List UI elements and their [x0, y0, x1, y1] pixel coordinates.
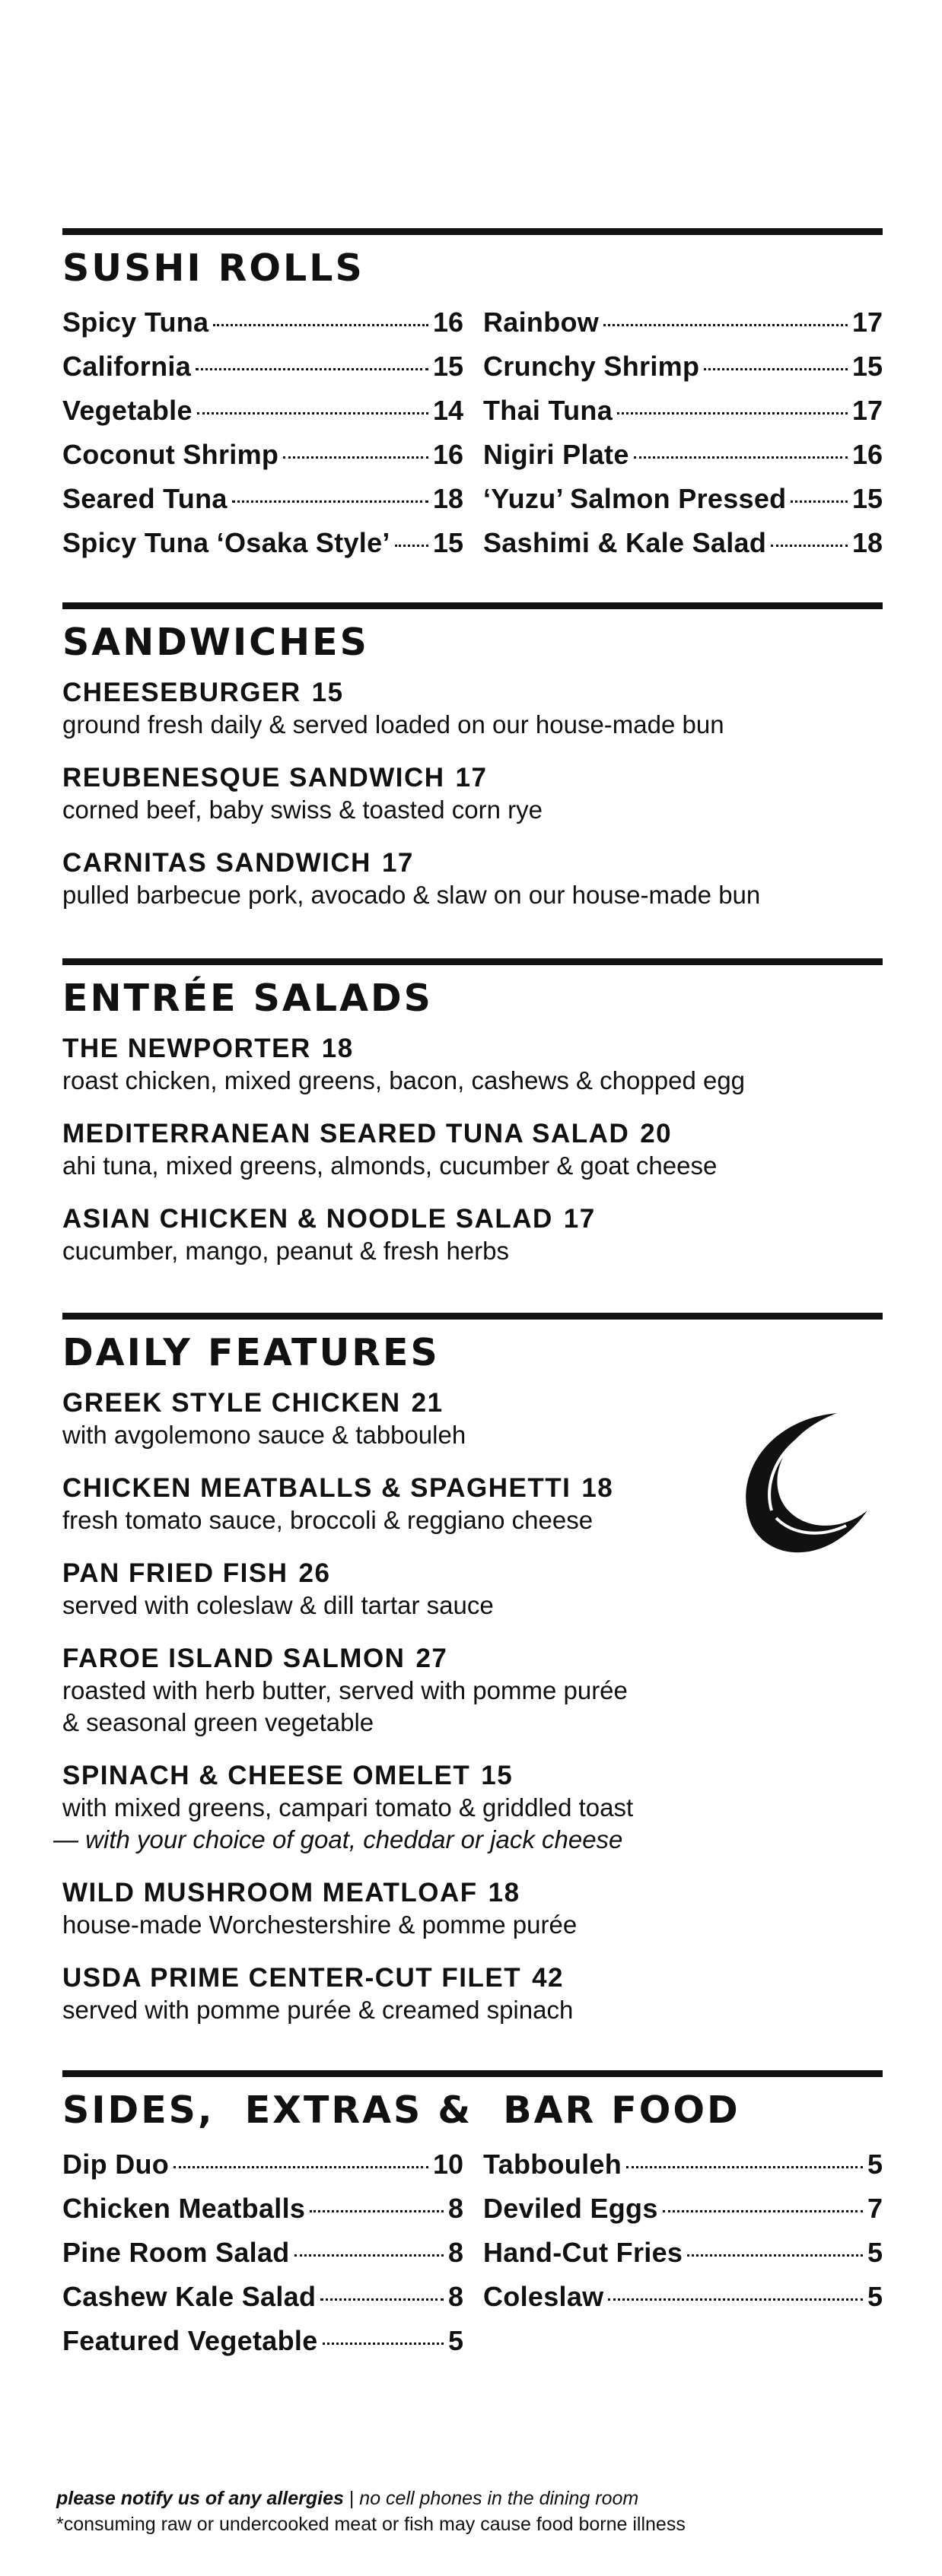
dot-leader: [687, 2254, 863, 2257]
menu-row: [483, 2237, 883, 2281]
item-description: roast chicken, mixed greens, bacon, cashews & chopped egg: [62, 1066, 746, 1094]
sushi-grid: [62, 307, 883, 573]
item-price: 5: [447, 2325, 463, 2356]
section-title: SANDWICHES: [62, 621, 369, 664]
item-price: 15: [851, 351, 883, 382]
section-sides-extras-bar-food: [62, 2070, 883, 2377]
menu-item: [62, 1472, 883, 1536]
item-name: PAN FRIED FISH: [62, 1558, 288, 1588]
section-title: SIDES, EXTRAS & BAR FOOD: [62, 2088, 740, 2132]
item-price: 16: [432, 307, 463, 338]
item-name: MEDITERRANEAN SEARED TUNA SALAD: [62, 1119, 630, 1148]
item-price: 8: [447, 2281, 463, 2312]
item-name: ASIAN CHICKEN & NOODLE SALAD: [62, 1204, 553, 1234]
dot-leader: [663, 2210, 863, 2212]
item-price: 14: [432, 395, 463, 426]
item-name: Spicy Tuna ‘Osaka Style’: [62, 527, 390, 558]
menu-row: [62, 527, 463, 571]
sushi-column-left: [62, 307, 463, 571]
food-safety-warning: *consuming raw or undercooked meat or fish may cause food borne illness: [56, 2514, 686, 2535]
item-name: Featured Vegetable: [62, 2325, 318, 2356]
item-name: Vegetable: [62, 395, 193, 426]
item-name: FAROE ISLAND SALMON: [62, 1644, 406, 1673]
dot-leader: [323, 2343, 444, 2345]
item-name: Coconut Shrimp: [62, 439, 279, 470]
item-name: California: [62, 351, 192, 382]
item-price: 21: [411, 1388, 444, 1418]
item-name: CHEESEBURGER: [62, 678, 301, 707]
item-description-line-2: & seasonal green vegetable: [62, 1708, 374, 1736]
sides-column-right: [483, 2149, 883, 2325]
item-name: CHICKEN MEATBALLS & SPAGHETTI: [62, 1473, 571, 1503]
item-heading: [62, 1643, 883, 1675]
item-description: fresh tomato sauce, broccoli & reggiano cheese: [62, 1506, 594, 1534]
item-price: 42: [532, 1963, 565, 1993]
item-heading: [62, 1203, 883, 1235]
item-price: 8: [447, 2193, 463, 2224]
item-price: 15: [851, 483, 883, 514]
section-title: ENTRÉE SALADS: [62, 977, 433, 1020]
menu-row: [62, 2325, 463, 2369]
menu-row: [62, 439, 463, 483]
item-name: Dip Duo: [62, 2149, 170, 2180]
item-description: roasted with herb butter, served with pomme purée: [62, 1676, 628, 1704]
dot-leader: [197, 412, 428, 415]
item-price: 8: [447, 2237, 463, 2268]
item-note: — with your choice of goat, cheddar or jack cheese: [53, 1825, 623, 1853]
dot-leader: [626, 2166, 863, 2168]
item-price: 20: [640, 1119, 673, 1148]
dot-leader: [771, 545, 848, 547]
item-name: Thai Tuna: [483, 395, 613, 426]
item-name: Pine Room Salad: [62, 2237, 290, 2268]
item-heading: [62, 677, 883, 709]
menu-item: [62, 677, 883, 741]
menu-row: [62, 2149, 463, 2193]
menu-item: [62, 1118, 883, 1182]
item-description: with avgolemono sauce & tabbouleh: [62, 1421, 466, 1449]
menu-item: [62, 1962, 883, 2026]
menu-item: [62, 1387, 883, 1451]
item-price: 15: [432, 527, 463, 558]
menu-row: [483, 2149, 883, 2193]
item-price: 15: [481, 1761, 514, 1790]
menu-row: [62, 351, 463, 395]
item-heading: [62, 762, 883, 794]
menu-row: [62, 395, 463, 439]
footer-separator: |: [343, 2488, 360, 2509]
item-name: Rainbow: [483, 307, 600, 338]
item-name: Cashew Kale Salad: [62, 2281, 317, 2312]
menu-item: [62, 1558, 883, 1622]
item-description: served with coleslaw & dill tartar sauce: [62, 1591, 494, 1619]
item-price: 18: [581, 1473, 614, 1503]
item-price: 7: [867, 2193, 883, 2224]
menu-item: [62, 847, 883, 911]
section-sandwiches: [62, 602, 883, 909]
item-price: 17: [851, 307, 883, 338]
menu-item: [53, 1760, 883, 1856]
item-name: Chicken Meatballs: [62, 2193, 306, 2224]
item-price: 17: [381, 848, 414, 878]
dot-leader: [232, 500, 428, 503]
dot-leader: [320, 2298, 444, 2301]
item-name: CARNITAS SANDWICH: [62, 848, 371, 878]
dot-leader: [213, 324, 428, 326]
item-description: with mixed greens, campari tomato & griddled toast: [62, 1793, 634, 1822]
item-heading: [62, 1472, 883, 1504]
sides-column-left: [62, 2149, 463, 2369]
item-name: REUBENESQUE SANDWICH: [62, 763, 445, 792]
item-price: 17: [563, 1204, 596, 1234]
item-price: 17: [851, 395, 883, 426]
item-price: 18: [321, 1034, 354, 1063]
menu-row: [62, 483, 463, 527]
item-price: 16: [851, 439, 883, 470]
menu-row: [483, 307, 883, 351]
item-name: Sashimi & Kale Salad: [483, 527, 767, 558]
menu-row: [62, 2193, 463, 2237]
menu-item: [62, 1877, 883, 1941]
item-price: 5: [867, 2149, 883, 2180]
dot-leader: [704, 368, 848, 370]
footer-notice: [56, 2485, 886, 2511]
dot-leader: [283, 456, 428, 459]
section-divider: [62, 958, 883, 965]
footer: [56, 2485, 886, 2537]
menu-row: [483, 2193, 883, 2237]
item-name: Deviled Eggs: [483, 2193, 658, 2224]
item-price: 15: [311, 678, 344, 707]
dot-leader: [310, 2210, 444, 2212]
menu-item: [62, 1203, 883, 1267]
item-price: 10: [432, 2149, 463, 2180]
dot-leader: [196, 368, 428, 370]
menu-row: [483, 483, 883, 527]
item-price: 5: [867, 2237, 883, 2268]
item-heading: [62, 1558, 883, 1590]
dot-leader: [617, 412, 848, 415]
menu-row: [62, 2237, 463, 2281]
dot-leader: [294, 2254, 444, 2257]
item-price: 18: [432, 483, 463, 514]
allergy-notice: please notify us of any allergies: [56, 2488, 344, 2509]
item-name: Crunchy Shrimp: [483, 351, 700, 382]
section-divider: [62, 2070, 883, 2077]
item-heading: [62, 1118, 883, 1150]
item-name: GREEK STYLE CHICKEN: [62, 1388, 401, 1418]
section-title: SUSHI ROLLS: [62, 246, 364, 290]
menu-row: [483, 2281, 883, 2325]
section-sushi-rolls: [62, 228, 883, 573]
item-heading: [62, 1033, 883, 1065]
item-description: house-made Worchestershire & pomme purée: [62, 1911, 578, 1939]
item-name: Nigiri Plate: [483, 439, 629, 470]
section-entree-salads: [62, 958, 883, 1265]
item-price: 27: [415, 1644, 448, 1673]
item-price: 15: [432, 351, 463, 382]
item-name: THE NEWPORTER: [62, 1034, 311, 1063]
item-name: ‘Yuzu’ Salmon Pressed: [483, 483, 787, 514]
item-description: pulled barbecue pork, avocado & slaw on our house-made bun: [62, 881, 761, 909]
section-divider: [62, 1313, 883, 1320]
item-name: Hand-Cut Fries: [483, 2237, 683, 2268]
section-daily-features: [53, 1313, 883, 2024]
item-heading: [62, 1962, 883, 1994]
sushi-column-right: [483, 307, 883, 571]
item-name: USDA PRIME CENTER-CUT FILET: [62, 1963, 522, 1993]
item-name: SPINACH & CHEESE OMELET: [62, 1761, 471, 1790]
menu-row: [62, 2281, 463, 2325]
item-heading: [62, 847, 883, 879]
menu-row: [62, 307, 463, 351]
item-price: 18: [488, 1878, 520, 1907]
item-name: Spicy Tuna: [62, 307, 209, 338]
menu-item: [62, 1643, 883, 1739]
section-title: DAILY FEATURES: [62, 1331, 440, 1374]
item-price: 17: [455, 763, 488, 792]
item-name: Tabbouleh: [483, 2149, 622, 2180]
item-name: Coleslaw: [483, 2281, 604, 2312]
item-price: 26: [298, 1558, 331, 1588]
item-price: 5: [867, 2281, 883, 2312]
item-heading: [62, 1877, 883, 1909]
dot-leader: [603, 324, 848, 326]
item-description: served with pomme purée & creamed spinach: [62, 1996, 574, 2024]
item-price: 16: [432, 439, 463, 470]
sides-grid: [62, 2149, 883, 2377]
section-divider: [62, 228, 883, 235]
item-description: cucumber, mango, peanut & fresh herbs: [62, 1237, 510, 1265]
item-heading: [62, 1387, 883, 1419]
section-divider: [62, 602, 883, 609]
item-name: WILD MUSHROOM MEATLOAF: [62, 1878, 478, 1907]
item-description: ahi tuna, mixed greens, almonds, cucumber & goat cheese: [62, 1151, 718, 1180]
menu-row: [483, 439, 883, 483]
dot-leader: [173, 2166, 428, 2168]
menu-row: [483, 351, 883, 395]
item-heading: [62, 1760, 883, 1792]
item-description: corned beef, baby swiss & toasted corn rye: [62, 796, 543, 824]
item-description: ground fresh daily & served loaded on our house-made bun: [62, 710, 724, 738]
dot-leader: [395, 545, 428, 547]
menu-item: [62, 1033, 883, 1097]
menu-item: [62, 762, 883, 826]
menu-row: [483, 395, 883, 439]
menu-row: [483, 527, 883, 571]
dot-leader: [791, 500, 848, 503]
dot-leader: [608, 2298, 863, 2301]
item-name: Seared Tuna: [62, 483, 228, 514]
dot-leader: [634, 456, 848, 459]
item-price: 18: [851, 527, 883, 558]
phone-notice: no cell phones in the dining room: [359, 2488, 639, 2509]
